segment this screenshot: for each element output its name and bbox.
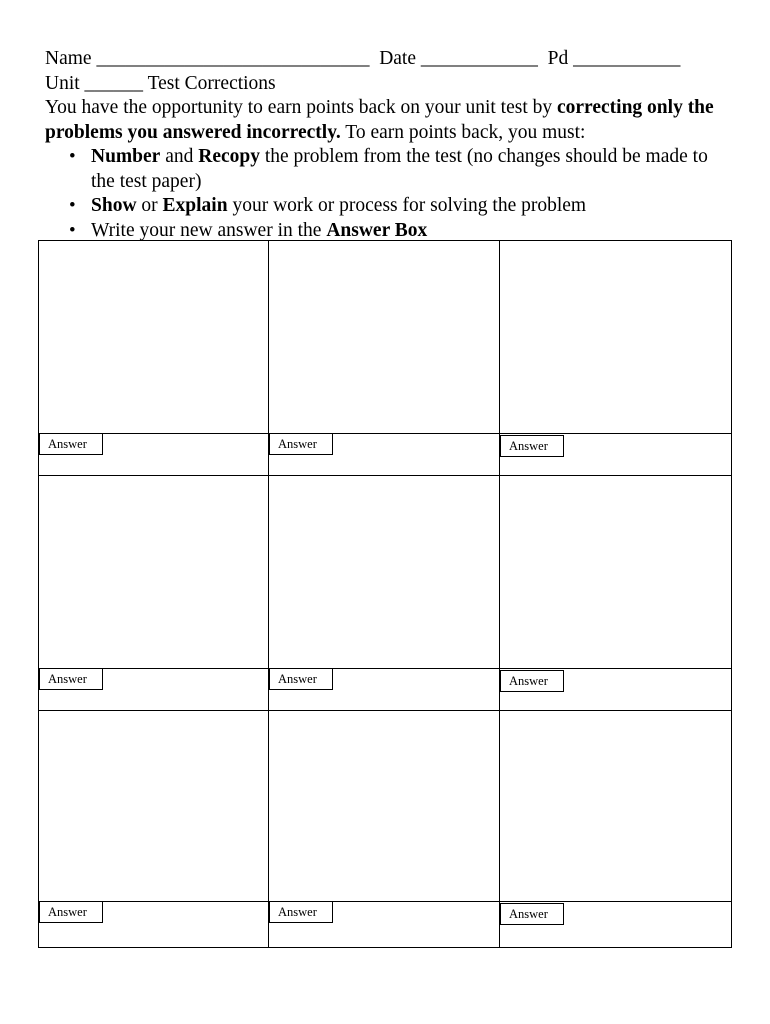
date-field[interactable]: ____________ bbox=[420, 48, 538, 69]
answer-box-label: Answer bbox=[500, 903, 564, 925]
work-box-3[interactable] bbox=[500, 241, 731, 476]
answer-divider bbox=[500, 433, 731, 434]
page-title: Test Corrections bbox=[147, 72, 276, 94]
unit-label: Unit bbox=[45, 72, 80, 94]
answer-box-label: Answer bbox=[269, 901, 333, 923]
answer-box-label: Answer bbox=[500, 435, 564, 457]
answer-box-label: Answer bbox=[39, 668, 103, 690]
answer-box-label: Answer bbox=[39, 901, 103, 923]
work-box-1[interactable] bbox=[39, 241, 269, 476]
work-box-2[interactable] bbox=[269, 241, 500, 476]
unit-line bbox=[45, 72, 735, 97]
answer-box-label: Answer bbox=[500, 670, 564, 692]
date-label: Date bbox=[379, 48, 416, 69]
corrections-grid bbox=[38, 240, 732, 948]
answer-box-label: Answer bbox=[269, 433, 333, 455]
instructions-emphasis: correcting only the problems you answered incorrectly. bbox=[45, 97, 714, 143]
requirements-list bbox=[45, 145, 735, 243]
work-box-8[interactable] bbox=[269, 711, 500, 947]
work-box-6[interactable] bbox=[500, 476, 731, 711]
work-box-9[interactable] bbox=[500, 711, 731, 947]
instructions-paragraph: You have the opportunity to earn points back on your unit test by correcting only the problems you answered incorrectly. To earn points back, you must: bbox=[45, 97, 714, 143]
period-label: Pd bbox=[547, 48, 569, 69]
answer-box-label: Answer bbox=[269, 668, 333, 690]
work-box-5[interactable] bbox=[269, 476, 500, 711]
requirement-item: • Write your new answer in the Answer Box bbox=[91, 219, 735, 244]
requirement-item: • Show or Explain your work or process for solving the problem bbox=[91, 194, 735, 219]
worksheet-header bbox=[45, 47, 735, 243]
name-field[interactable]: ____________________________ bbox=[96, 48, 370, 69]
answer-box-label: Answer bbox=[39, 433, 103, 455]
unit-field[interactable]: ______ bbox=[84, 72, 144, 94]
answer-divider bbox=[500, 901, 731, 902]
work-box-4[interactable] bbox=[39, 476, 269, 711]
period-field[interactable]: ___________ bbox=[573, 48, 681, 69]
work-box-7[interactable] bbox=[39, 711, 269, 947]
student-info-line bbox=[45, 47, 735, 72]
answer-divider bbox=[500, 668, 731, 669]
requirement-item: • Number and Recopy the problem from the test (no changes should be made to the test paper) bbox=[91, 145, 735, 194]
name-label: Name bbox=[45, 48, 92, 69]
